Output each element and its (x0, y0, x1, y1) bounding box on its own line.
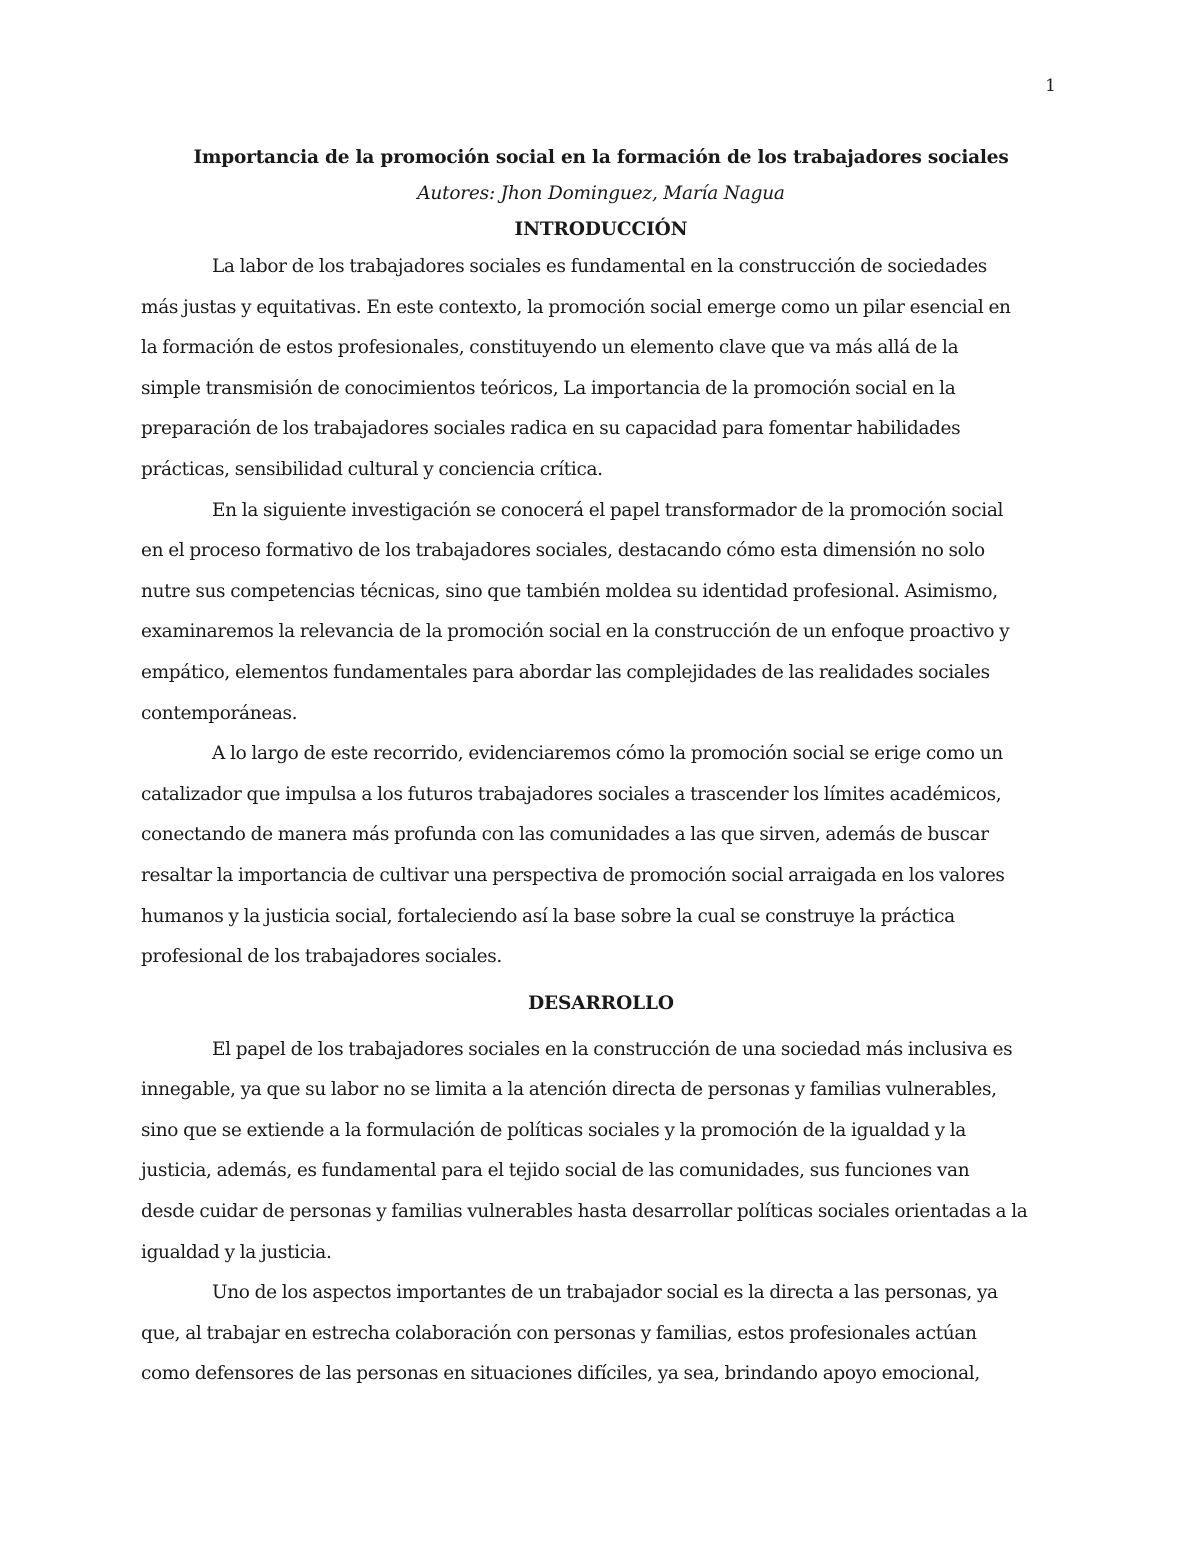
paragraph-line: más justas y equitativas. En este contexto, la promoción social emerge como un pilar esencial en (141, 296, 1011, 318)
paragraph-line: igualdad y la justicia. (141, 1241, 332, 1263)
paragraph-line: nutre sus competencias técnicas, sino que también moldea su identidad profesional. Asimismo, (141, 580, 998, 602)
page-number: 1 (1045, 76, 1056, 96)
intro-paragraph-1 (141, 247, 1061, 491)
section-heading-introduccion: INTRODUCCIÓN (514, 219, 688, 240)
desarrollo-paragraph-2 (141, 1273, 1061, 1395)
paragraph-line: humanos y la justicia social, fortaleciendo así la base sobre la cual se construye la práctica (141, 905, 955, 927)
paragraph-line: examinaremos la relevancia de la promoción social en la construcción de un enfoque proactivo y (141, 621, 1010, 643)
paragraph-line: profesional de los trabajadores sociales. (141, 946, 502, 968)
paragraph-line: como defensores de las personas en situaciones difíciles, ya sea, brindando apoyo emocional, (141, 1363, 980, 1385)
section-heading-desarrollo: DESARROLLO (528, 992, 674, 1014)
paragraph-line: conectando de manera más profunda con las comunidades a las que sirven, además de buscar (141, 824, 989, 846)
paragraph-line: la formación de estos profesionales, constituyendo un elemento clave que va más allá de la (141, 337, 959, 359)
paragraph-line: En la siguiente investigación se conocerá el papel transformador de la promoción social (212, 499, 1004, 521)
paragraph-line: La labor de los trabajadores sociales es fundamental en la construcción de sociedades (212, 256, 987, 277)
paragraph-line: catalizador que impulsa a los futuros trabajadores sociales a trascender los límites académicos, (141, 783, 1002, 805)
document-body (141, 142, 1061, 1395)
paragraph-line: simple transmisión de conocimientos teóricos, La importancia de la promoción social en la (141, 377, 956, 399)
paragraph-line: que, al trabajar en estrecha colaboración con personas y familias, estos profesionales actúan (141, 1322, 977, 1344)
paragraph-line: empático, elementos fundamentales para abordar las complejidades de las realidades sociales (141, 661, 990, 683)
document-title: Importancia de la promoción social en la formación de los trabajadores sociales (193, 147, 1009, 168)
paragraph-line: justicia, además, es fundamental para el tejido social de las comunidades, sus funciones van (141, 1160, 970, 1182)
paragraph-line: prácticas, sensibilidad cultural y conciencia crítica. (141, 458, 603, 480)
paragraph-line: El papel de los trabajadores sociales en la construcción de una sociedad más inclusiva es (212, 1038, 1013, 1060)
paragraph-line: preparación de los trabajadores sociales radica en su capacidad para fomentar habilidades (141, 418, 961, 440)
paragraph-line: resaltar la importancia de cultivar una perspectiva de promoción social arraigada en los valores (141, 864, 1005, 886)
introduccion-section (141, 247, 1061, 978)
paragraph-line: sino que se extiende a la formulación de políticas sociales y la promoción de la igualdad y la (141, 1119, 966, 1141)
paragraph-line: A lo largo de este recorrido, evidenciaremos cómo la promoción social se erige como un (212, 743, 1003, 765)
intro-paragraph-2 (141, 491, 1061, 735)
paragraph-line: contemporáneas. (141, 702, 298, 724)
intro-paragraph-3 (141, 734, 1061, 978)
desarrollo-section (141, 1030, 1061, 1395)
paragraph-line: Uno de los aspectos importantes de un trabajador social es la directa a las personas, ya (212, 1282, 998, 1304)
document-authors: Autores: Jhon Dominguez, María Nagua (417, 183, 785, 204)
paragraph-line: innegable, ya que su labor no se limita a la atención directa de personas y familias vulnerables, (141, 1079, 997, 1101)
paragraph-line: en el proceso formativo de los trabajadores sociales, destacando cómo esta dimensión no solo (141, 540, 985, 562)
paragraph-line: desde cuidar de personas y familias vulnerables hasta desarrollar políticas sociales orientadas a la (141, 1201, 1028, 1223)
desarrollo-paragraph-1 (141, 1030, 1061, 1274)
